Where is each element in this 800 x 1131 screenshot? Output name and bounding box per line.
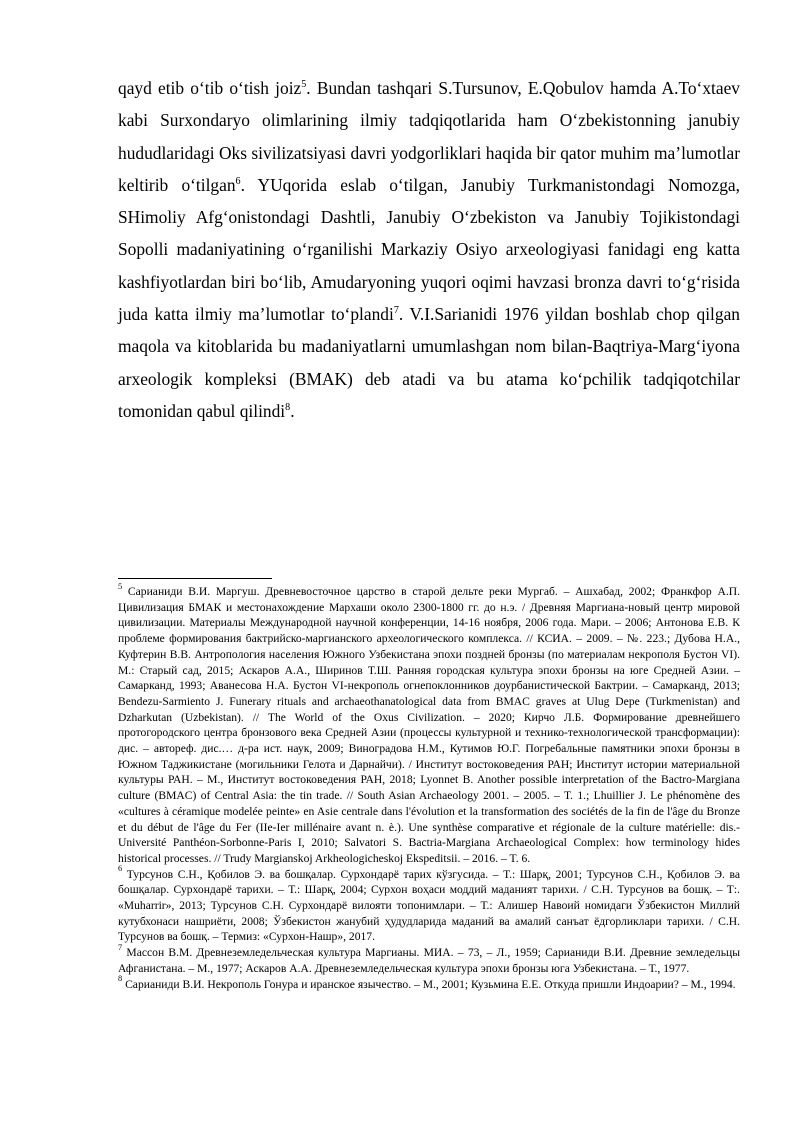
footnote-number: 7 bbox=[118, 942, 123, 952]
footnote-ref-7[interactable]: 7 bbox=[393, 305, 399, 317]
main-paragraph bbox=[118, 72, 740, 427]
paragraph-text: . V.I.Sarianidi 1976 yildan boshlab chop qilgan maqola va kitoblarida bu madaniyatlarni umumlashgan nom bilan-Baqtriya-Marg‘iyona arxeologik kompleksi (BMAK) deb atadi va bu atama ko‘pchilik tadqiqotchilar tomonidan qabul qilindi bbox=[118, 304, 740, 421]
footnote-ref-6[interactable]: 6 bbox=[235, 176, 241, 188]
footnote-number: 5 bbox=[118, 581, 123, 591]
footnote-text: Массон В.М. Древнеземледельческая культура Маргианы. МИА. – 73, – Л., 1959; Сарианиди В.И. Древние земледельцы Афганистана. – М., 1977; Аскаров А.А. Древнеземледельческая культура эпохи бронзы юга Узбекистана. – Т., 1977. bbox=[118, 946, 741, 975]
footnote-text: Сарианиди В.И. Маргуш. Древневосточное царство в старой дельте реки Мургаб. – Ашхабад, 2002; Франкфор А.П. Цивилизация БМАК и местонахождение Мархаши около 2300-1800 гг. до н.э. / Древняя Маргиана-новый центр мировой цивилизации. Материалы Международной научной конференции, 14-16 ноября, 2006 года. Мари. – 2006; Антонова Е.В. К проблеме формирования бактрийско-маргианского археологического комплекса. // КСИА. – 2009. – №. 223.; Дубова Н.А., Куфтерин В.В. Антропология населения Южного Узбекистана эпохи поздней бронзы (по материалам некрополя Бустон VI). М.: Старый сад, 2015; Аскаров А.А., Ширинов Т.Ш. Ранняя городская культура эпохи бронзы на юге Средней Азии. – Самарканд, 1993; Аванесова Н.А. Бустон VI-некрополь огнепоклонников доурбанистической Бактрии. – Самарканд, 2013; Bendezu-Sarmiento J. Funerary rituals and archaeothanatological data from BMAC graves at Ulug Depe (Turkmenistan) and Dzharkutan (Uzbekistan). // The World of the Oxus Civilization. – 2020; Кирчо Л.Б. Формирование древнейшего протогородского центра бронзового века Средней Азии (процессы культурной и технико-технологической трансформации): дис. – автореф. дис.… д-ра ист. наук, 2009; Виноградова Н.М., Кутимов Ю.Г. Погребальные памятники эпохи бронзы в Южном Таджикистане (могильники Гелота и Дарнайчи). / Институт востоковедения РАН; Институт истории материальной культуры РАН. – М., Институт востоковедения РАН, 2018; Lyonnet B. Another possible interpretation of the Bactro-Margiana culture (BMAC) of Central Asia: the tin trade. // South Asian Archaeology 2001. – 2005. – T. 1.; Lhuillier J. Le phénomène des «cultures à céramique modelée peinte» en Asie centrale dans l'évolution et la transformation des sociétés de la fin de l'âge du Bronze et du début de l'âge du Fer (IIe-Ier millénaire avant n. è.). Une synthèse comparative et régionale de la culture matérielle: dis.-Université Panthéon-Sorbonne-Paris I, 2010; Salvatori S. Bactria-Margiana Archaeological Complex: how terminology hides historical processes. // Trudy Margianskoj Arkheologicheskoj Ekspeditsii. – 2016. – T. 6. bbox=[118, 585, 740, 865]
footnote-text: Сарианиди В.И. Некрополь Гонура и иранское язычество. – М., 2001; Кузьмина Е.Е. Откуда пришли Индоарии? – М., 1994. bbox=[125, 977, 736, 991]
paragraph-text: . Bundan tashqari S.Tursunov, E.Qobulov hamda A.To‘xtaev kabi Surxondaryo olimlarining ilmiy tadqiqotlarida ham O‘zbekistonning janubiy hududlaridagi Oks sivilizatsiyasi davri yodgorliklari haqida bir qator muhim ma’lumotlar keltirib o‘tilgan bbox=[118, 78, 741, 195]
footnotes bbox=[118, 581, 741, 992]
footnote-separator bbox=[118, 578, 272, 579]
paragraph-text: . bbox=[290, 400, 295, 421]
footnote-number: 6 bbox=[118, 864, 123, 874]
footnote-text: Турсунов С.Н., Қобилов Э. ва бошқалар. Сурхондарё тарих кўзгусида. – Т.: Шарқ, 2001; Турсунов С.Н., Қобилов Э. ва бошқалар. Сурхондарё тарихи. – Т.: Шарқ, 2004; Сурхон воҳаси моддий маданият тарихи. / С.Н. Турсунов ва бошқ. – Т:. «Muharrir», 2013; Турсунов С.Н. Сурхондарё вилояти топонимлари. – Т.: Алишер Навоий номидаги Ўзбекистон Миллий кутубхонаси нашриёти, 2008; Ўзбекистон жанубий ҳудудларида маданий ва амалий санъат ёдгорликлари тарихи. / С.Н. Турсунов ва бошқ. – Термиз: «Сурхон-Нашр», 2017. bbox=[118, 867, 740, 944]
footnote-number: 8 bbox=[118, 974, 123, 984]
paragraph-text: qayd etib o‘tib o‘tish joiz bbox=[118, 78, 302, 98]
footnote-ref-5[interactable]: 5 bbox=[301, 79, 307, 91]
footnote-5 bbox=[118, 581, 740, 867]
footnote-8 bbox=[118, 974, 740, 993]
footnote-6 bbox=[118, 864, 740, 946]
paragraph-text: . YUqorida eslab o‘tilgan, Janubiy Turkmanistondagi Nomozga, SHimoliy Afg‘onistondagi Dashtli, Janubiy O‘zbekiston va Janubiy Tojikistondagi Sopolli madaniyatining o‘rganilishi Markaziy Osiyo arxeologiyasi fanidagi eng katta kashfiyotlardan biri bo‘lib, Amudaryoning yuqori oqimi havzasi bronza davri to‘g‘risida juda katta ilmiy ma’lumotlar to‘plandi bbox=[118, 174, 740, 325]
footnote-7 bbox=[118, 942, 741, 976]
footnote-ref-8[interactable]: 8 bbox=[285, 402, 291, 414]
